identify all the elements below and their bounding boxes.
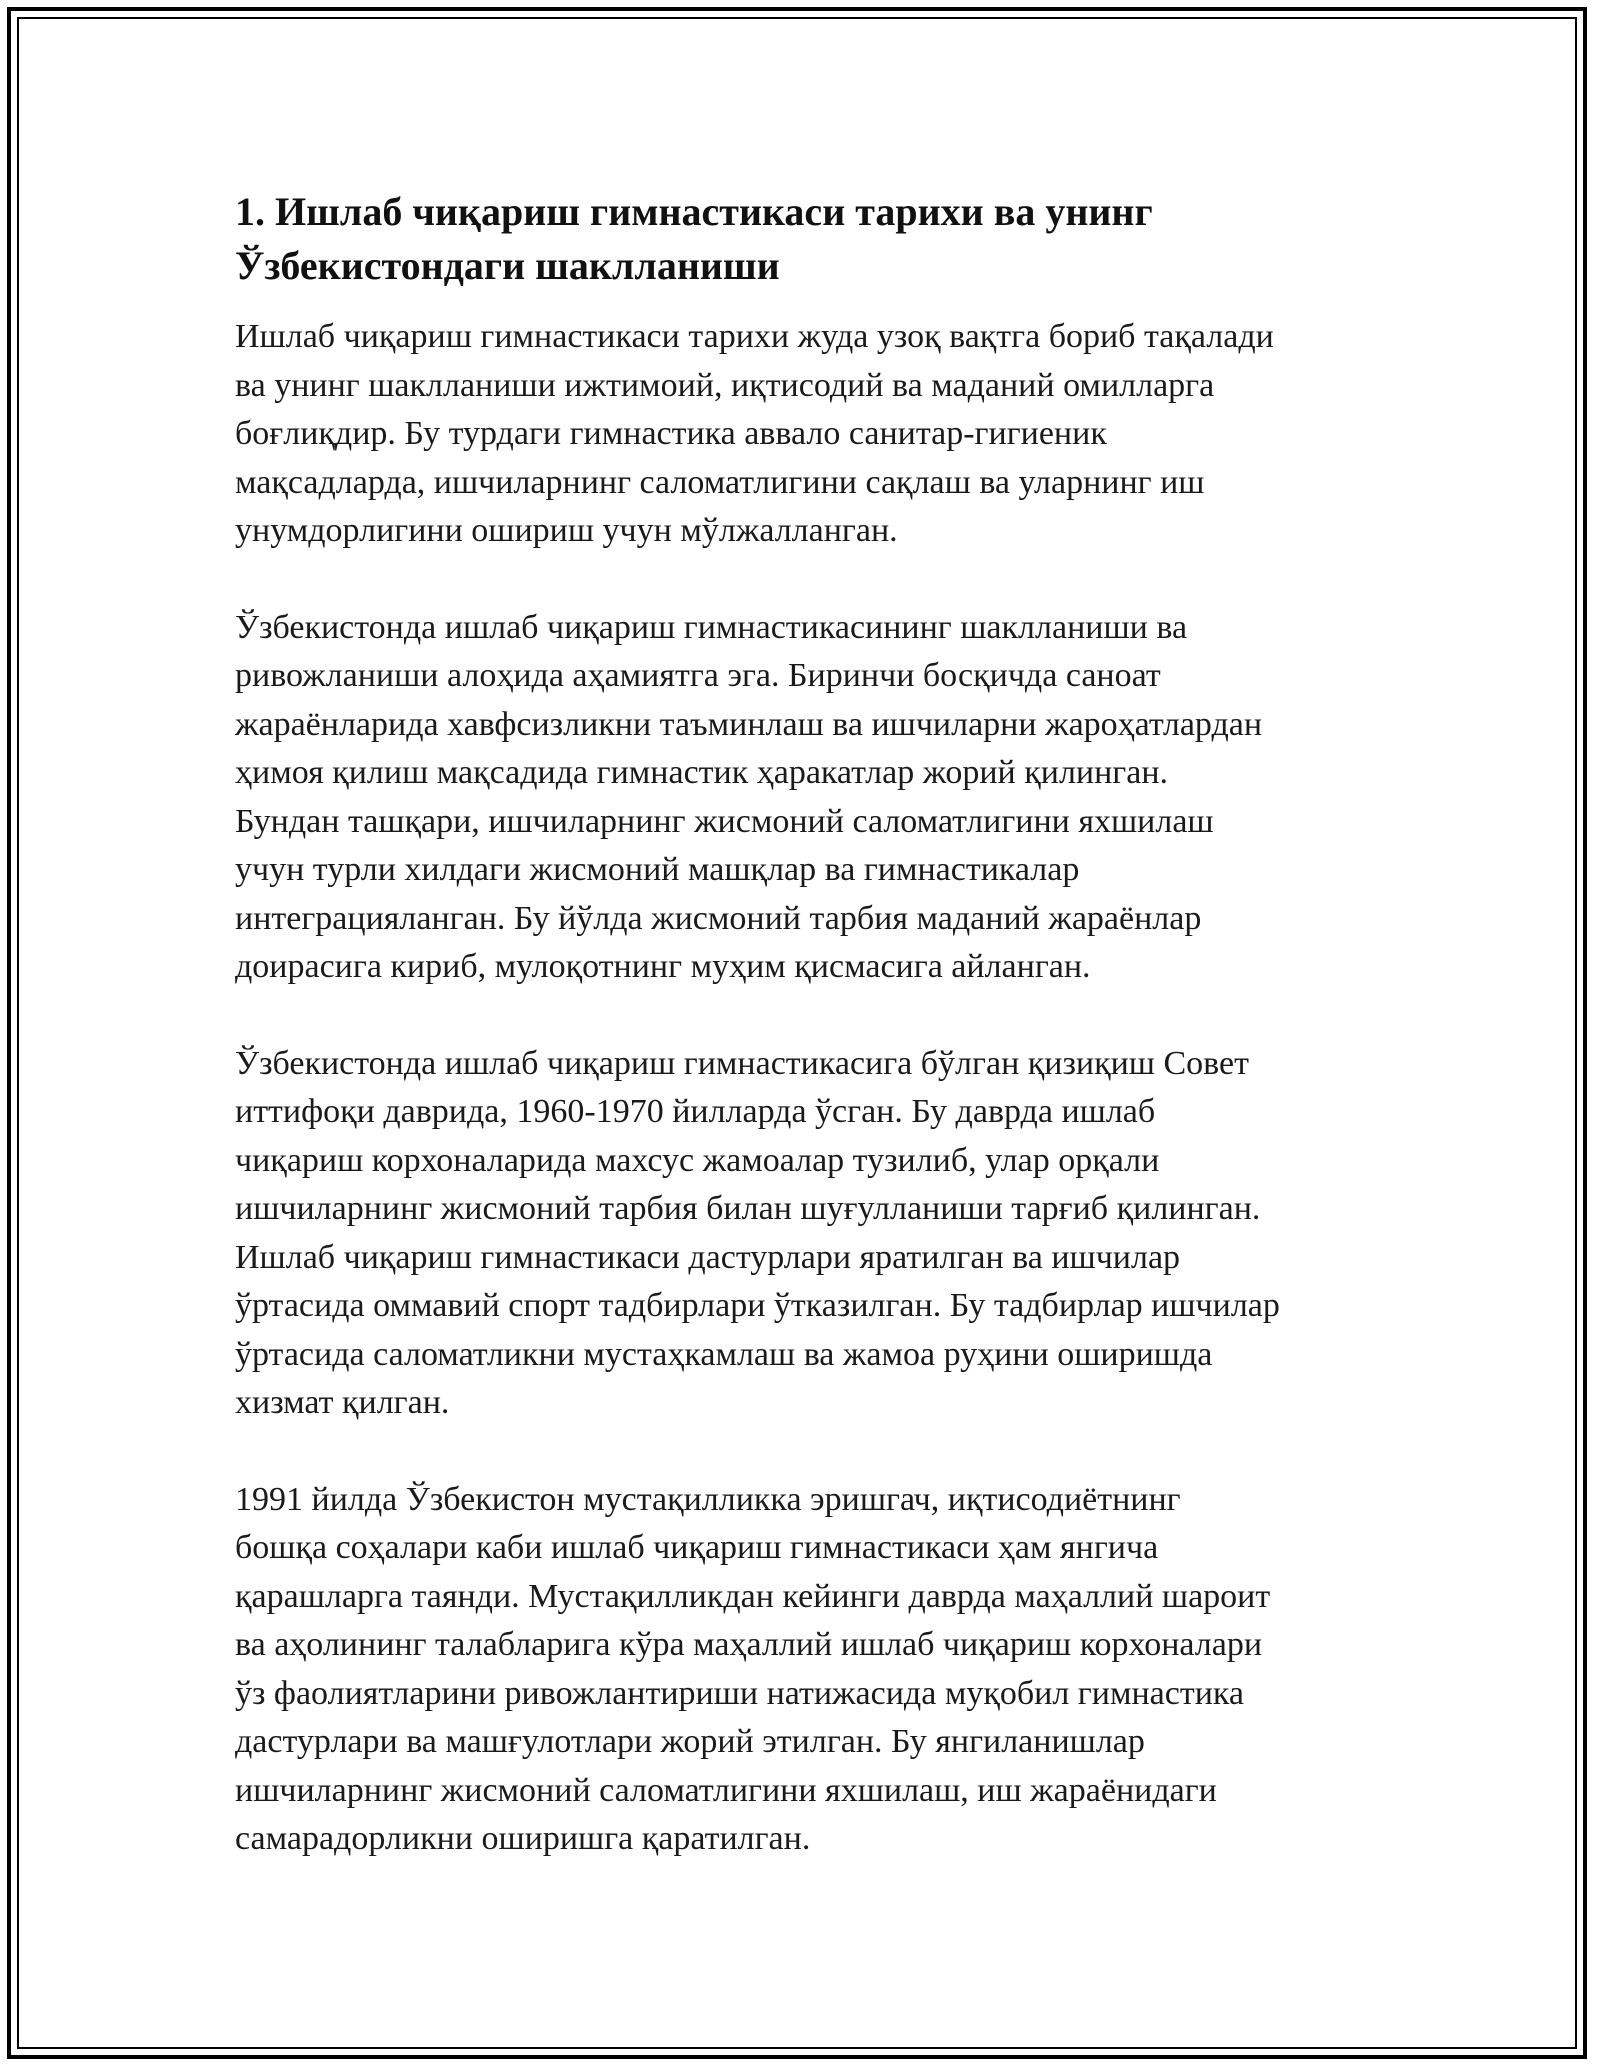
paragraph-4: 1991 йилда Ўзбекистон мустақилликка эришгач, иқтисодиётнинг бошқа соҳалари каби ишлаб чиқариш гимнастикаси ҳам янгича қарашларга таянди. Мустақилликдан кейинги даврда маҳаллий шароит ва аҳолининг талабларига кўра маҳаллий ишлаб чиқариш корхоналари ўз фаолиятларини ривожлантириши натижасида муқобил гимнастика дастурлари ва машғулотлари жорий этилган. Бу янгиланишлар ишчиларнинг жисмоний саломатлигини яхшилаш, иш жараёнидаги самарадорликни оширишга қаратилган.	[235, 1480, 1271, 1857]
document-body	[235, 185, 1375, 1912]
section-heading: 1. Ишлаб чиқариш гимнастикаси тарихи ва унинг Ўзбекистондаги шаклланиши	[235, 189, 1153, 288]
paragraph-3: Ўзбекистонда ишлаб чиқариш гимнастикасига бўлган қизиқиш Совет иттифоқи даврида, 1960-1970 йилларда ўсган. Бу даврда ишлаб чиқариш корхоналарида махсус жамоалар тузилиб, улар орқали ишчиларнинг жисмоний тарбия билан шуғулланиши тарғиб қилинган. Ишлаб чиқариш гимнастикаси дастурлари яратилган ва ишчилар ўртасида оммавий спорт тадбирлари ўтказилган. Бу тадбирлар ишчилар ўртасида саломатликни мустаҳкамлаш ва жамоа руҳини оширишда хизмат қилган.	[235, 1044, 1280, 1421]
paragraph-1: Ишлаб чиқариш гимнастикаси тарихи жуда узоқ вақтга бориб тақалади ва унинг шаклланиши ижтимоий, иқтисодий ва маданий омилларга боғлиқдир. Бу турдаги гимнастика аввало санитар-гигиеник мақсадларда, ишчиларнинг саломатлигини сақлаш ва уларнинг иш унумдорлигини ошириш учун мўлжалланган.	[235, 318, 1274, 549]
paragraph-2: Ўзбекистонда ишлаб чиқариш гимнастикасининг шаклланиши ва ривожланиши алоҳида аҳамиятга эга. Биринчи босқичда саноат жараёнларида хавфсизликни таъминлаш ва ишчиларни жароҳатлардан ҳимоя қилиш мақсадида гимнастик ҳаракатлар жорий қилинган. Бундан ташқари, ишчиларнинг жисмоний саломатлигини яхшилаш учун турли хилдаги жисмоний машқлар ва гимнастикалар интеграцияланган. Бу йўлда жисмоний тарбия маданий жараёнлар доирасига кириб, мулоқотнинг муҳим қисмасига айланган.	[235, 608, 1263, 985]
